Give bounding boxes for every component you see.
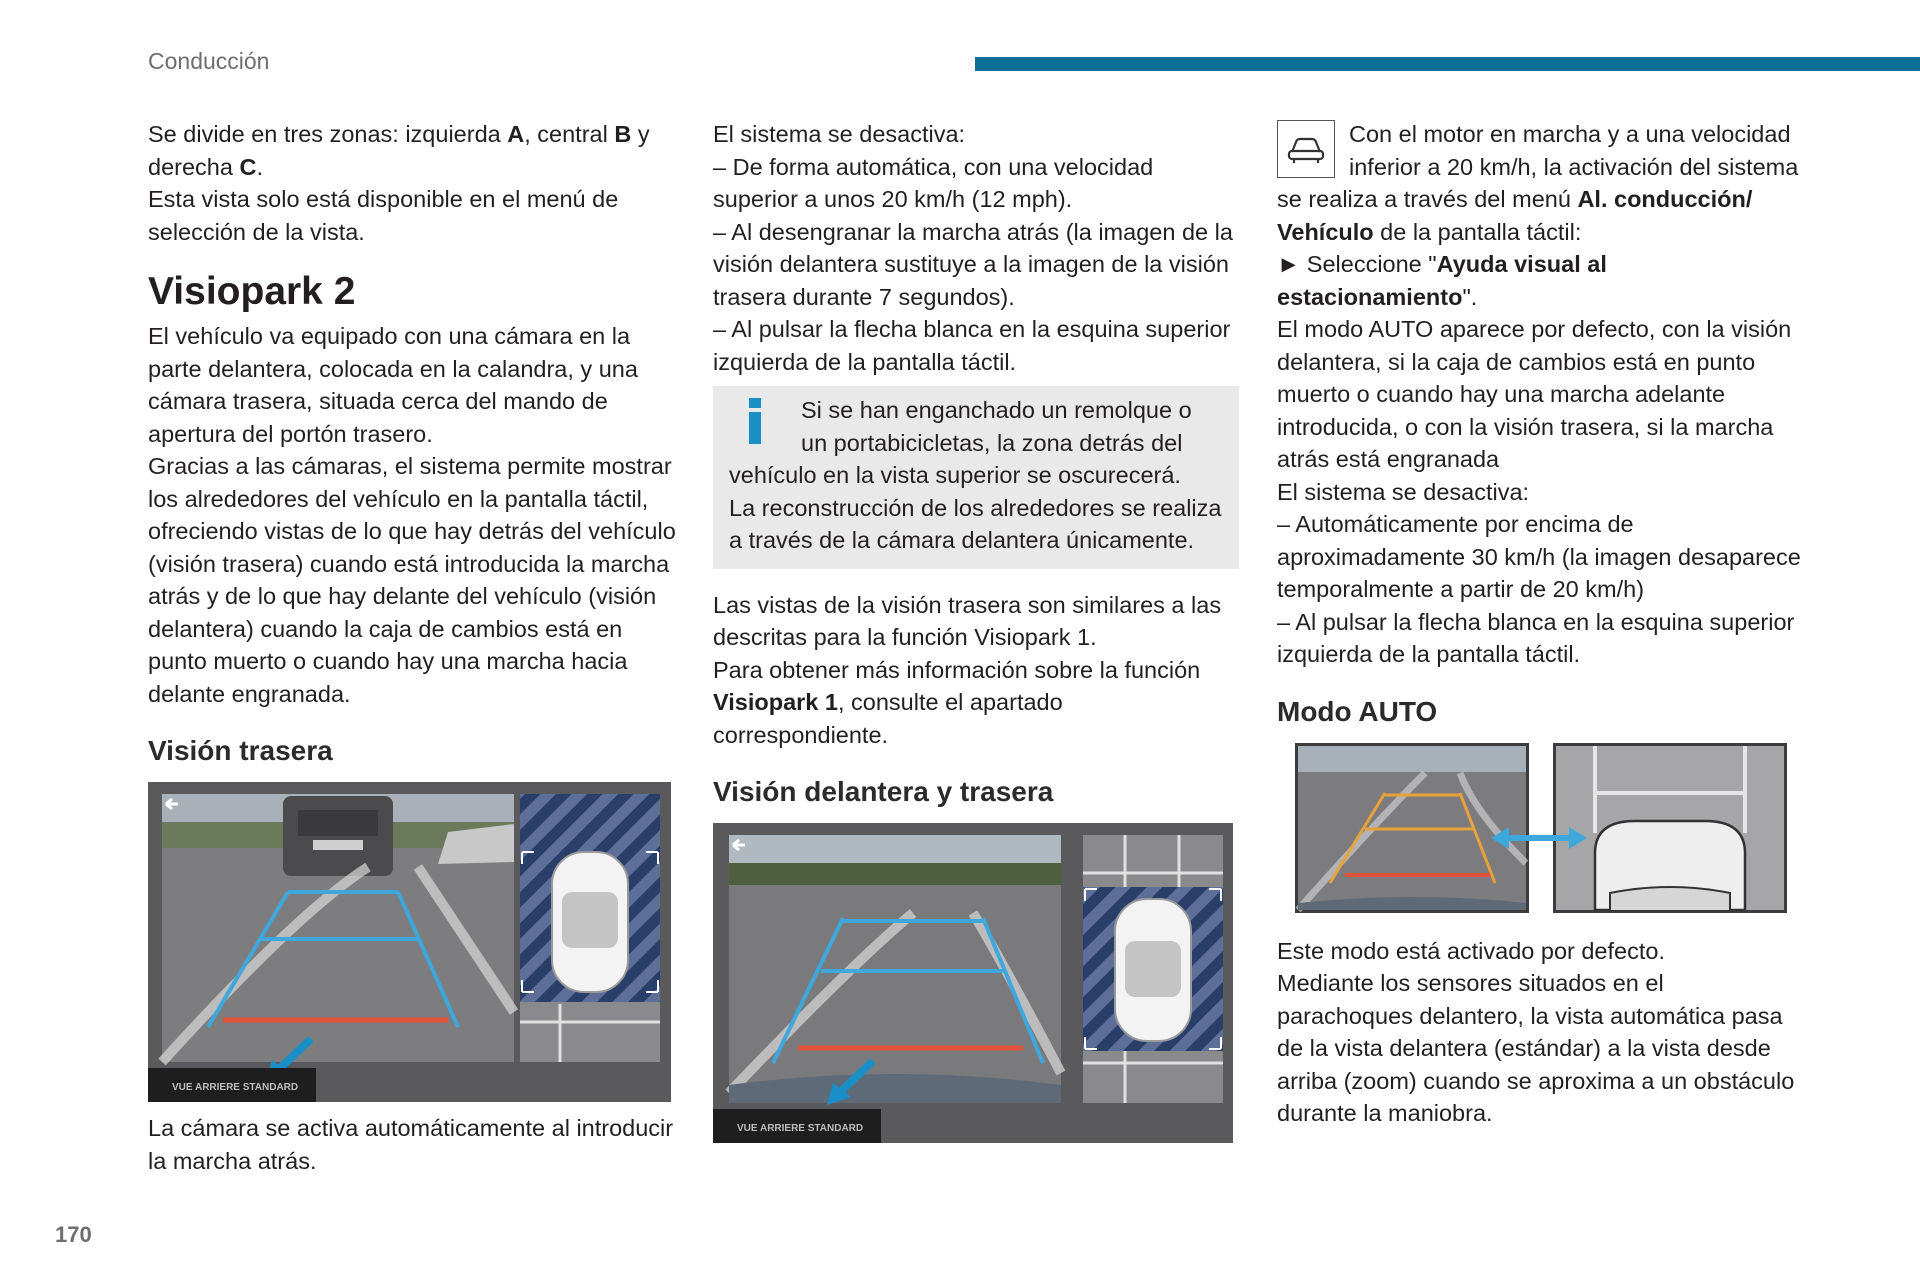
select-instruction: ► Seleccione "Ayuda visual al estacionamiento". [1277, 251, 1607, 310]
visiopark1-reference: Para obtener más información sobre la función Visiopark 1, consulte el apartado correspondiente. [713, 656, 1201, 748]
deactivation-heading: El sistema se desactiva: [713, 121, 966, 147]
column-1 [148, 118, 676, 1177]
cameras-paragraph: El vehículo va equipado con una cámara en la parte delantera, colocada en la calandra, y una cámara trasera, situada cerca del mando de apertura del portón trasero. [148, 323, 638, 447]
column-2 [713, 118, 1241, 1143]
deactivation-item-1: – De forma automática, con una velocidad superior a unos 20 km/h (12 mph). [713, 153, 1154, 212]
sensors-paragraph: Mediante los sensores situados en el parachoques delantero, la vista automática pasa de la vista delantera (estándar) a la vista desde arriba (zoom) cuando se aproxima a un obstáculo durante la maniobra. [1277, 970, 1795, 1126]
car-menu-icon [1277, 120, 1335, 178]
auto-mode-heading: Modo AUTO [1277, 695, 1438, 727]
system-paragraph: Gracias a las cámaras, el sistema permite mostrar los alrededores del vehículo en la pantalla táctil, ofreciendo vistas de lo que hay detrás del vehículo (visión trasera) cuando está introducida la marcha atrás y de lo que hay delante del vehículo (visión delantera) cuando la caja de cambios está en punto muerto o cuando hay una marcha hacia delante engranada. [148, 453, 676, 707]
info-note-box [713, 386, 1239, 569]
rear-views-paragraph: Las vistas de la visión trasera son similares a las descritas para la función Visiopark 1. [713, 591, 1222, 650]
auto-mode-paragraph: El modo AUTO aparece por defecto, con la visión delantera, si la caja de cambios está en punto muerto o cuando hay una marcha adelante introducida, o con la visión trasera, si la marcha atrás está engranada [1277, 316, 1792, 472]
rear-view-heading: Visión trasera [148, 735, 333, 766]
page-title: Visiopark 2 [148, 270, 356, 313]
deactivation-item-2: – Al desengranar la marcha atrás (la imagen de la visión delantera sustituye a la imagen de la visión trasera durante 7 segundos). [713, 218, 1233, 310]
column-3 [1277, 118, 1805, 1130]
front-rear-camera-figure [713, 823, 1241, 1143]
deactivation-arrow-item: – Al pulsar la flecha blanca en la esquina superior izquierda de la pantalla táctil. [1277, 608, 1795, 667]
deactivation-heading-2: El sistema se desactiva: [1277, 478, 1530, 505]
zones-paragraph: Se divide en tres zonas: izquierda A, central B y derecha C. [148, 121, 650, 180]
header-accent-bar [975, 57, 1920, 71]
trailer-note: Si se han enganchado un remolque o un portabicicletas, la zona detrás del vehículo en la vista superior se oscurecerá. [729, 397, 1192, 488]
activation-paragraph: Con el motor en marcha y a una velocidad inferior a 20 km/h, la activación del sistema se realiza a través del menú Al. conducción/ Vehículo de la pantalla táctil: [1277, 121, 1799, 245]
reconstruction-note: La reconstrucción de los alrededores se realiza a través de la cámara delantera únicamente. [729, 494, 1222, 553]
rear-camera-caption: La cámara se activa automáticamente al introducir la marcha atrás. [148, 1115, 674, 1174]
front-rear-view-heading: Visión delantera y trasera [713, 776, 1054, 807]
section-title: Conducción [148, 48, 270, 74]
view-menu-paragraph: Esta vista solo está disponible en el menú de selección de la vista. [148, 186, 619, 245]
page-number: 170 [55, 1222, 92, 1247]
auto-mode-figure [1295, 743, 1805, 917]
deactivation-item-3: – Al pulsar la flecha blanca en la esquina superior izquierda de la pantalla táctil. [713, 316, 1231, 375]
info-icon [741, 398, 771, 444]
deactivation-speed-item: – Automáticamente por encima de aproximadamente 30 km/h (la imagen desaparece temporalmente a partir de 20 km/h) [1277, 511, 1801, 602]
rear-view-label: VUE ARRIERE STANDARD [172, 1082, 299, 1093]
rear-camera-figure [148, 782, 676, 1102]
front-rear-view-label: VUE ARRIERE STANDARD [737, 1123, 864, 1134]
default-mode-paragraph: Este modo está activado por defecto. [1277, 937, 1665, 964]
